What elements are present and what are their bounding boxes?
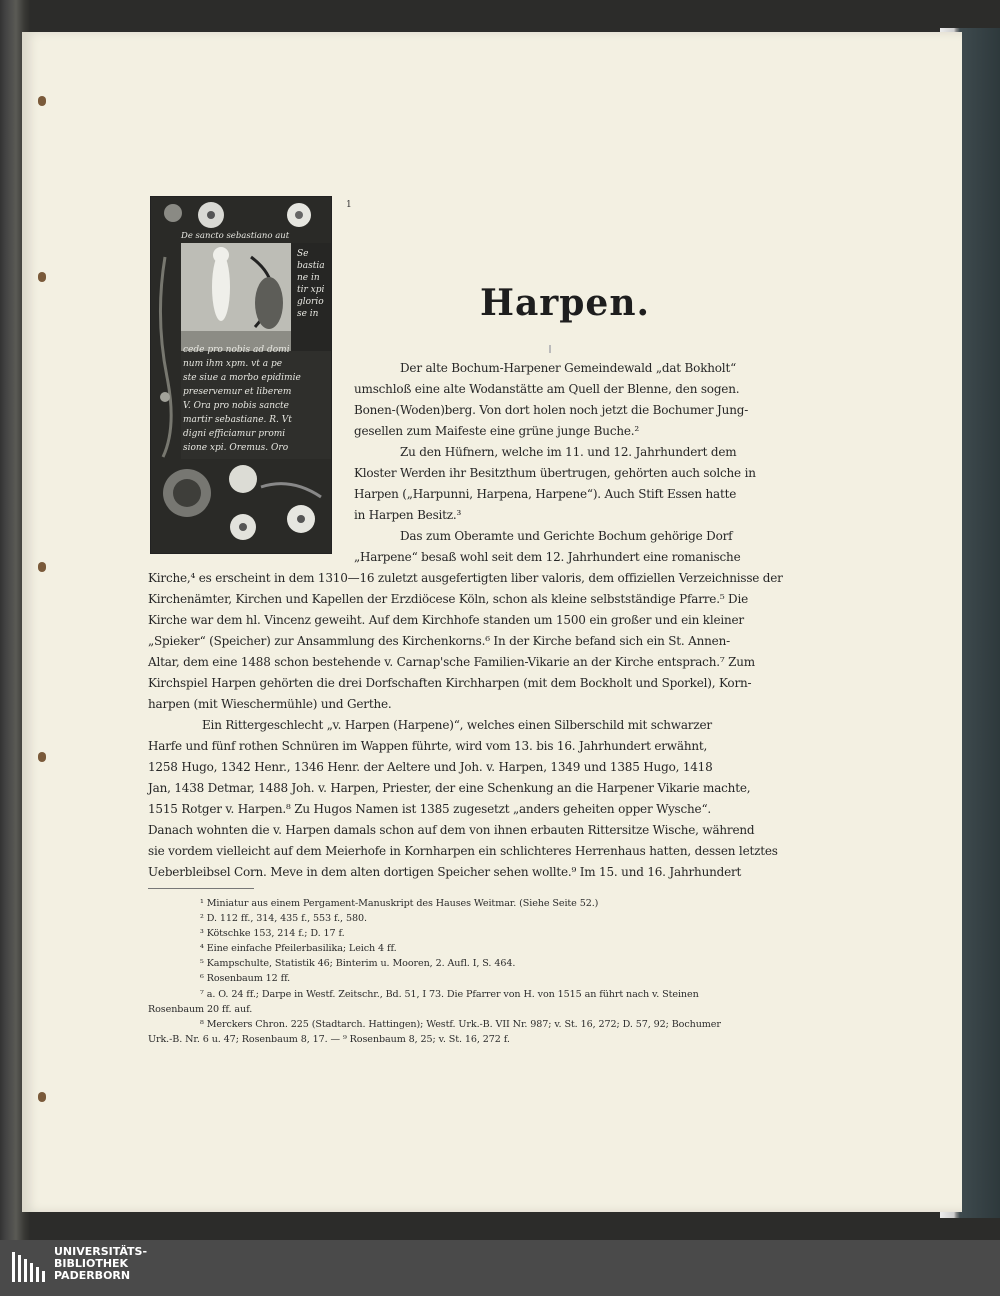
miniature-text-line: num ihm xpm. vt a pe (183, 359, 283, 369)
footnote-line: ⁴ Eine einfache Pfeilerbasilika; Leich 4 ff. (200, 943, 397, 954)
body-text-line: „Harpene“ besaß wohl seit dem 12. Jahrhundert eine romanische (354, 550, 741, 564)
body-text-line: harpen (mit Wieschermühle) und Gerthe. (148, 697, 392, 711)
body-text-line: Der alte Bochum-Harpener Gemeindewald „dat Bokholt“ (400, 361, 737, 375)
miniature-text-line: V. Ora pro nobis sancte (183, 401, 289, 411)
illuminated-miniature-image (150, 196, 332, 554)
body-text-line: in Harpen Besitz.³ (354, 508, 462, 522)
body-text-line: umschloß eine alte Wodanstätte am Quell der Blenne, den sogen. (354, 382, 740, 396)
body-text-line: Harfe und fünf rothen Schnüren im Wappen führte, wird vom 13. bis 16. Jahrhundert erwähnt, (148, 739, 708, 753)
body-text-line: Das zum Oberamte und Gerichte Bochum gehörige Dorf (400, 529, 733, 543)
library-footer (0, 1240, 1000, 1296)
miniature-text-line: tir xpi (297, 285, 325, 295)
body-text-line: Kirche war dem hl. Vincenz geweiht. Auf dem Kirchhofe standen um 1500 ein großer und ein kleiner (148, 613, 744, 627)
footnote-line: ¹ Miniatur aus einem Pergament-Manuskript des Hauses Weitmar. (Siehe Seite 52.) (200, 898, 599, 909)
binding-hole (38, 752, 46, 762)
miniature-text-line: ne in (297, 273, 320, 283)
body-text-line: Kirchenämter, Kirchen und Kapellen der Erzdiöcese Köln, schon als kleine selbstständige Pfarre.⁵ Die (148, 592, 749, 606)
binding-hole (38, 96, 46, 106)
footnote-line: ⁸ Merckers Chron. 225 (Stadtarch. Hattingen); Westf. Urk.-B. VII Nr. 987; v. St. 16, 272; D. 57, 92; Bochumer (200, 1019, 721, 1030)
footnote-line: ⁵ Kampschulte, Statistik 46; Binterim u. Mooren, 2. Aufl. I, S. 464. (200, 958, 516, 969)
binding-hole (38, 562, 46, 572)
miniature-text-line: se in (297, 309, 319, 319)
library-name-line: PADERBORN (54, 1269, 131, 1282)
body-text-line: Zu den Hüfnern, welche im 11. und 12. Jahrhundert dem (400, 445, 737, 459)
body-text-line: 1515 Rotger v. Harpen.⁸ Zu Hugos Namen ist 1385 zugesetzt „anders geheiten opper Wysche“. (148, 802, 712, 816)
footnote-line: ³ Kötschke 153, 214 f.; D. 17 f. (200, 928, 345, 939)
miniature-text-line: preservemur et liberem (183, 387, 292, 397)
body-text-line: Danach wohnten die v. Harpen damals schon auf dem von ihnen erbauten Rittersitze Wische, während (148, 823, 755, 837)
footnote-line: ⁷ a. O. 24 ff.; Darpe in Westf. Zeitschr., Bd. 51, I 73. Die Pfarrer von H. von 1515 an führt nach v. Steinen (200, 989, 699, 1000)
footnote-line: ⁶ Rosenbaum 12 ff. (200, 973, 291, 984)
figure-reference: 1 (346, 200, 352, 210)
miniature-text-line: bastia (297, 261, 325, 271)
body-text-line: Bonen-(Woden)berg. Von dort holen noch jetzt die Bochumer Jung- (354, 403, 749, 417)
footnote-line: Urk.-B. Nr. 6 u. 47; Rosenbaum 8, 17. — ⁹ Rosenbaum 8, 25; v. St. 16, 272 f. (148, 1034, 510, 1045)
body-text-line: Jan, 1438 Detmar, 1488 Joh. v. Harpen, Priester, der eine Schenkung an die Harpener Vikarie machte, (148, 781, 751, 795)
miniature-text-line: digni efficiamur promi (183, 429, 286, 439)
page-title: Harpen. (479, 282, 651, 324)
footnote-line: Rosenbaum 20 ff. auf. (148, 1004, 253, 1015)
miniature-text-line: martir sebastiane. R. Vt (183, 415, 292, 425)
footnote-line: ² D. 112 ff., 314, 435 f., 553 f., 580. (200, 913, 367, 924)
binding-hole (38, 272, 46, 282)
body-text-line: Altar, dem eine 1488 schon bestehende v. Carnap'sche Familien-Vikarie an der Kirche entsprach.⁷ Zum (148, 655, 755, 669)
body-text-line: 1258 Hugo, 1342 Henr., 1346 Henr. der Aeltere und Joh. v. Harpen, 1349 und 1385 Hugo, 1418 (148, 760, 713, 774)
miniature-text-line: sione xpi. Oremus. Oro (183, 443, 289, 453)
title-mark (549, 345, 551, 353)
binding-hole (38, 1092, 46, 1102)
body-text-line: Harpen („Harpunni, Harpena, Harpene“). Auch Stift Essen hatte (354, 487, 737, 501)
body-text-line: sie vordem vielleicht auf dem Meierhofe in Kornharpen ein schlichteres Herrenhaus hatten, dessen letztes (148, 844, 778, 858)
body-text-line: Ein Rittergeschlecht „v. Harpen (Harpene)“, welches einen Silberschild mit schwarzer (202, 718, 712, 732)
library-name-line: UNIVERSITÄTS- (54, 1245, 148, 1258)
library-logo-icon (10, 1250, 50, 1284)
body-text-line: gesellen zum Maifeste eine grüne junge Buche.² (354, 424, 639, 438)
miniature-text-line: De sancto sebastiano aut (181, 231, 290, 241)
miniature-text-line: glorio (297, 297, 324, 307)
body-text-line: Ueberbleibsel Corn. Meve in dem alten dortigen Speicher sehen wollte.⁹ Im 15. und 16. Jahrhundert (148, 865, 742, 879)
footnote-rule (148, 888, 254, 889)
body-text-line: Kirche,⁴ es erscheint in dem 1310—16 zuletzt ausgefertigten liber valoris, dem offiziellen Verzeichnisse der (148, 571, 783, 585)
miniature-text-line: cede pro nobis ad domi (183, 345, 290, 355)
library-name-line: BIBLIOTHEK (54, 1257, 129, 1270)
miniature-text-line: ste siue a morbo epidimie (183, 373, 301, 383)
library-name (54, 1246, 147, 1282)
miniature-text-line: Se (297, 249, 309, 259)
body-text-line: „Spieker“ (Speicher) zur Ansammlung des Kirchenkorns.⁶ In der Kirche befand sich ein St. Annen- (148, 634, 730, 648)
body-text-line: Kloster Werden ihr Besitzthum übertrugen, gehörten auch solche in (354, 466, 756, 480)
body-text-line: Kirchspiel Harpen gehörten die drei Dorfschaften Kirchharpen (mit dem Bockholt und Sporkel), Korn- (148, 676, 752, 690)
